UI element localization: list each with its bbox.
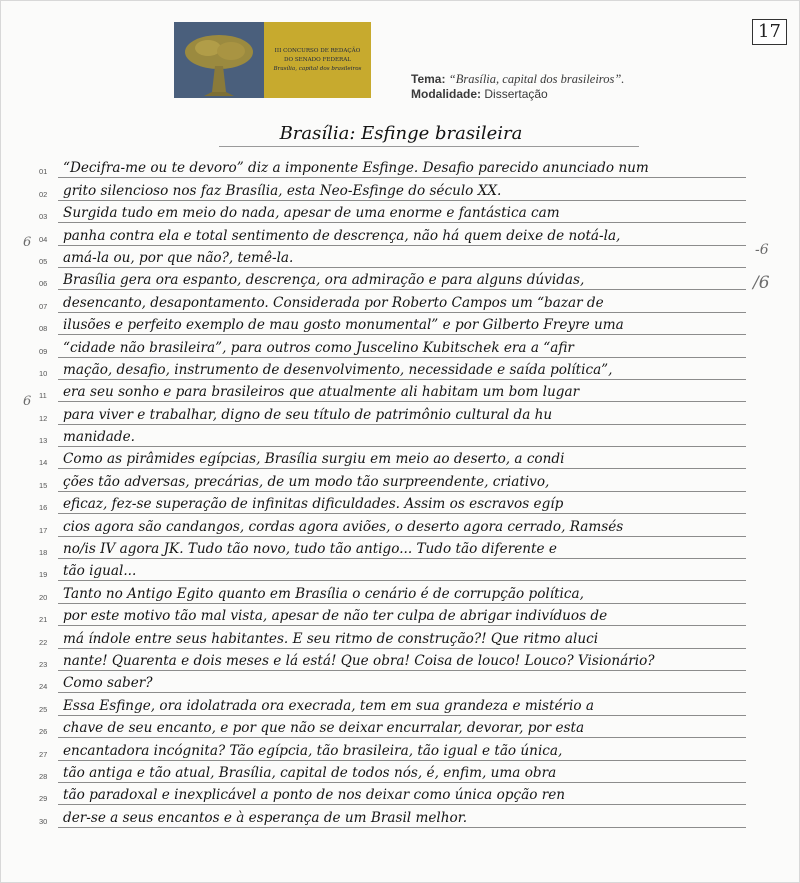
line-number: 30 bbox=[39, 816, 48, 826]
essay-line bbox=[1, 716, 800, 738]
line-number: 09 bbox=[39, 346, 48, 356]
essay-line bbox=[1, 402, 800, 424]
line-number: 11 bbox=[39, 391, 47, 401]
line-text: encantadora incógnita? Tão egípcia, tão brasileira, tão igual e tão única, bbox=[63, 742, 563, 759]
essay-line bbox=[1, 335, 800, 357]
line-text: Essa Esfinge, ora idolatrada ora execrada, tem em sua grandeza e mistério a bbox=[63, 697, 594, 714]
modality-label: Modalidade: bbox=[411, 87, 482, 101]
line-text: cios agora são candangos, cordas agora aviões, o deserto agora cerrado, Ramsés bbox=[63, 518, 624, 535]
essay-line bbox=[1, 626, 800, 648]
essay-line bbox=[1, 604, 800, 626]
theme-row bbox=[411, 72, 624, 87]
page-number-box: 17 bbox=[752, 19, 787, 45]
essay-line bbox=[1, 201, 800, 223]
essay-line bbox=[1, 805, 800, 827]
line-text: der-se a seus encantos e à esperança de um Brasil melhor. bbox=[63, 809, 468, 826]
line-number: 18 bbox=[39, 548, 48, 558]
line-text: ções tão adversas, precárias, de um modo tão surpreendente, criativo, bbox=[63, 473, 550, 490]
line-number: 01 bbox=[39, 167, 48, 177]
essay-line bbox=[1, 649, 800, 671]
line-text: tão igual... bbox=[63, 563, 137, 580]
essay-line bbox=[1, 156, 800, 178]
line-number: 13 bbox=[39, 436, 48, 446]
line-text: grito silencioso nos faz Brasília, esta Neo-Esfinge do século XX. bbox=[63, 182, 502, 199]
line-text: “Decifra-me ou te devoro” diz a imponente Esfinge. Desafio parecido anunciado num bbox=[63, 160, 649, 177]
contest-logo bbox=[174, 22, 371, 98]
margin-mark: -6 bbox=[755, 242, 769, 258]
line-number: 21 bbox=[39, 615, 48, 625]
line-number: 15 bbox=[39, 480, 48, 490]
line-number: 23 bbox=[39, 659, 48, 669]
line-number: 26 bbox=[39, 727, 48, 737]
essay-line bbox=[1, 380, 800, 402]
tree-logo-icon bbox=[174, 22, 264, 98]
margin-mark: 6 bbox=[23, 394, 32, 409]
line-text: manidade. bbox=[63, 429, 135, 446]
essay-line bbox=[1, 581, 800, 603]
line-text: “cidade não brasileira”, para outros como Juscelino Kubitschek era a “afir bbox=[63, 339, 574, 356]
theme-label: Tema: bbox=[411, 72, 446, 86]
essay-line bbox=[1, 783, 800, 805]
line-text: eficaz, fez-se superação de infinitas dificuldades. Assim os escravos egíp bbox=[63, 496, 564, 513]
line-text: por este motivo tão mal vista, apesar de não ter culpa de abrigar indivíduos de bbox=[63, 608, 608, 625]
line-number: 06 bbox=[39, 279, 48, 289]
line-number: 02 bbox=[39, 189, 48, 199]
essay-line bbox=[1, 559, 800, 581]
essay-title: Brasília: Esfinge brasileira bbox=[279, 123, 523, 144]
line-number: 19 bbox=[39, 570, 48, 580]
line-number: 25 bbox=[39, 704, 48, 714]
essay-line bbox=[1, 492, 800, 514]
logo-line-1: III CONCURSO DE REDAÇÃO bbox=[274, 47, 361, 54]
line-text: ilusões e perfeito exemplo de mau gosto monumental” e por Gilberto Freyre uma bbox=[63, 317, 624, 334]
line-text: era seu sonho e para brasileiros que atualmente ali habitam um bom lugar bbox=[63, 384, 580, 401]
line-number: 07 bbox=[39, 301, 48, 311]
line-text: tão antiga e tão atual, Brasília, capital de todos nós, é, enfim, uma obra bbox=[63, 764, 557, 781]
essay-line bbox=[1, 358, 800, 380]
line-text: para viver e trabalhar, digno de seu título de patrimônio cultural da hu bbox=[63, 406, 553, 423]
line-number: 03 bbox=[39, 212, 48, 222]
line-text: desencanto, desapontamento. Considerada por Roberto Campos um “bazar de bbox=[63, 294, 604, 311]
line-number: 28 bbox=[39, 771, 48, 781]
essay-line bbox=[1, 447, 800, 469]
line-text: Surgida tudo em meio do nada, apesar de uma enorme e fantástica cam bbox=[63, 205, 560, 222]
line-number: 20 bbox=[39, 592, 48, 602]
line-number: 29 bbox=[39, 794, 48, 804]
theme-value: “Brasília, capital dos brasileiros”. bbox=[448, 72, 625, 86]
line-text: Tanto no Antigo Egito quanto em Brasília o cenário é de corrupção política, bbox=[63, 585, 584, 602]
line-number: 12 bbox=[39, 413, 48, 423]
logo-text-panel bbox=[264, 22, 371, 98]
essay-line bbox=[1, 178, 800, 200]
line-number: 04 bbox=[39, 234, 48, 244]
line-number: 05 bbox=[39, 256, 48, 266]
line-text: amá-la ou, por que não?, temê-la. bbox=[63, 249, 294, 266]
essay-line bbox=[1, 671, 800, 693]
modality-row bbox=[411, 87, 624, 102]
line-text: no/is IV agora JK. Tudo tão novo, tudo tão antigo... Tudo tão diferente e bbox=[63, 541, 557, 558]
line-text: Brasília gera ora espanto, descrença, ora admiração e para alguns dúvidas, bbox=[63, 272, 585, 289]
essay-line bbox=[1, 425, 800, 447]
line-number: 22 bbox=[39, 637, 48, 647]
modality-value: Dissertação bbox=[484, 87, 548, 101]
essay-line bbox=[1, 268, 800, 290]
logo-line-2: DO SENADO FEDERAL bbox=[283, 56, 352, 63]
title-rule bbox=[219, 146, 639, 147]
essay-line bbox=[1, 537, 800, 559]
line-number: 08 bbox=[39, 324, 48, 334]
line-text: nante! Quarenta e dois meses e lá está! Que obra! Coisa de louco! Louco? Visionário? bbox=[63, 652, 655, 669]
essay-line bbox=[1, 290, 800, 312]
margin-mark: /6 bbox=[753, 273, 770, 293]
line-text: chave de seu encanto, e por que não se deixar encurralar, devorar, por esta bbox=[63, 720, 585, 737]
essay-line bbox=[1, 514, 800, 536]
line-text: Como saber? bbox=[63, 675, 153, 692]
logo-tagline: Brasília, capital dos brasileiros bbox=[273, 65, 362, 72]
essay-lines bbox=[1, 156, 800, 828]
line-number: 24 bbox=[39, 682, 48, 692]
line-text: Como as pirâmides egípcias, Brasília surgiu em meio ao deserto, a condi bbox=[63, 451, 565, 468]
line-number: 10 bbox=[39, 368, 48, 378]
line-text: tão paradoxal e inexplicável a ponto de nos deixar como única opção ren bbox=[63, 787, 566, 804]
line-number: 17 bbox=[39, 525, 48, 535]
essay-line bbox=[1, 246, 800, 268]
margin-mark: 6 bbox=[23, 235, 32, 250]
line-number: 14 bbox=[39, 458, 48, 468]
line-text: má índole entre seus habitantes. E seu ritmo de construção?! Que ritmo aluci bbox=[63, 630, 599, 647]
line-number: 27 bbox=[39, 749, 48, 759]
essay-line bbox=[1, 469, 800, 491]
essay-line bbox=[1, 693, 800, 715]
line-text: mação, desafio, instrumento de desenvolvimento, necessidade e saída política”, bbox=[63, 361, 613, 378]
line-text: panha contra ela e total sentimento de descrença, não há quem deixe de notá-la, bbox=[63, 227, 621, 244]
line-number: 16 bbox=[39, 503, 48, 513]
essay-line bbox=[1, 223, 800, 245]
essay-line bbox=[1, 761, 800, 783]
essay-line bbox=[1, 738, 800, 760]
essay-line bbox=[1, 313, 800, 335]
essay-meta bbox=[411, 72, 624, 102]
line-rule bbox=[58, 827, 746, 828]
